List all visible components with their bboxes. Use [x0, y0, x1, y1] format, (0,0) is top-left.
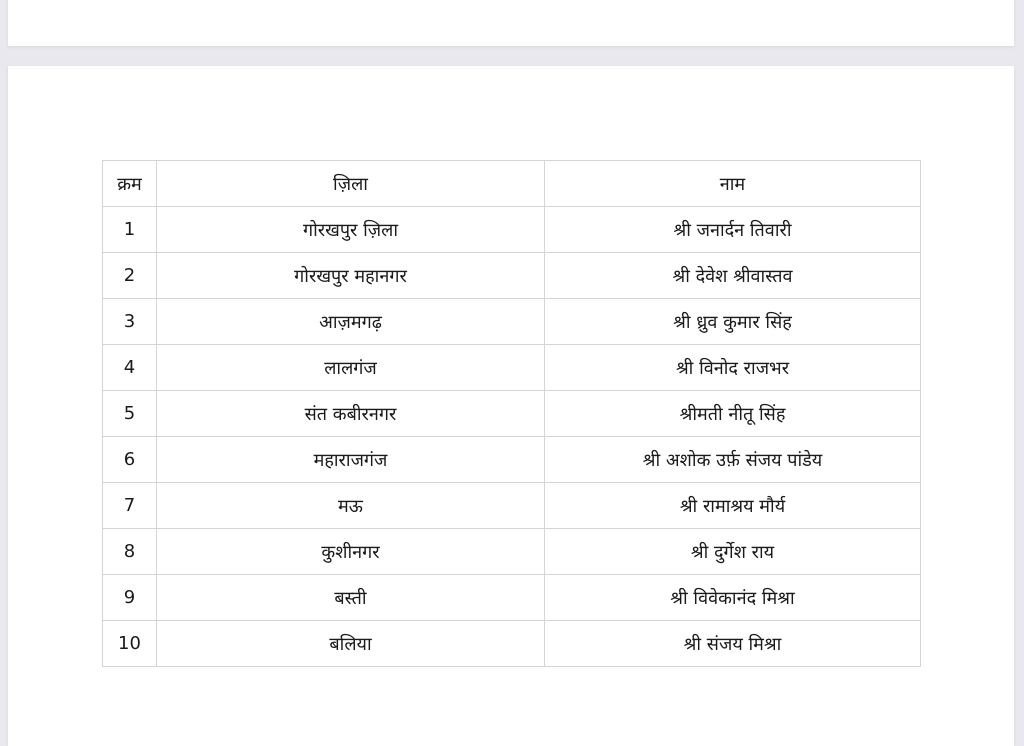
cell-serial: 10	[103, 621, 157, 667]
cell-name: श्री विनोद राजभर	[545, 345, 921, 391]
cell-serial: 3	[103, 299, 157, 345]
cell-district: आज़मगढ़	[157, 299, 545, 345]
cell-serial: 5	[103, 391, 157, 437]
cell-serial: 8	[103, 529, 157, 575]
document-card	[8, 66, 1014, 746]
cell-serial: 6	[103, 437, 157, 483]
cell-district: महाराजगंज	[157, 437, 545, 483]
cell-name: श्रीमती नीतू सिंह	[545, 391, 921, 437]
cell-serial: 4	[103, 345, 157, 391]
table-row	[103, 299, 921, 345]
cell-name: श्री दुर्गेश राय	[545, 529, 921, 575]
cell-district: मऊ	[157, 483, 545, 529]
cell-serial: 2	[103, 253, 157, 299]
cell-district: बलिया	[157, 621, 545, 667]
cell-name: श्री देवेश श्रीवास्तव	[545, 253, 921, 299]
cell-district: कुशीनगर	[157, 529, 545, 575]
cell-district: लालगंज	[157, 345, 545, 391]
table-row	[103, 529, 921, 575]
cell-district: गोरखपुर महानगर	[157, 253, 545, 299]
header-serial: क्रम	[103, 161, 157, 207]
table-row	[103, 253, 921, 299]
cell-district: गोरखपुर ज़िला	[157, 207, 545, 253]
table-row	[103, 483, 921, 529]
cell-name: श्री ध्रुव कुमार सिंह	[545, 299, 921, 345]
table-row	[103, 575, 921, 621]
cell-name: श्री जनार्दन तिवारी	[545, 207, 921, 253]
cell-name: श्री अशोक उर्फ़ संजय पांडेय	[545, 437, 921, 483]
table-row	[103, 345, 921, 391]
cell-name: श्री संजय मिश्रा	[545, 621, 921, 667]
header-name: नाम	[545, 161, 921, 207]
table-header-row	[103, 161, 921, 207]
cell-district: बस्ती	[157, 575, 545, 621]
table-row	[103, 437, 921, 483]
table-row	[103, 621, 921, 667]
table-row	[103, 207, 921, 253]
cell-serial: 7	[103, 483, 157, 529]
cell-serial: 1	[103, 207, 157, 253]
table-row	[103, 391, 921, 437]
cell-name: श्री विवेकानंद मिश्रा	[545, 575, 921, 621]
top-card	[8, 0, 1014, 46]
district-table	[102, 160, 921, 667]
cell-name: श्री रामाश्रय मौर्य	[545, 483, 921, 529]
header-district: ज़िला	[157, 161, 545, 207]
cell-serial: 9	[103, 575, 157, 621]
cell-district: संत कबीरनगर	[157, 391, 545, 437]
